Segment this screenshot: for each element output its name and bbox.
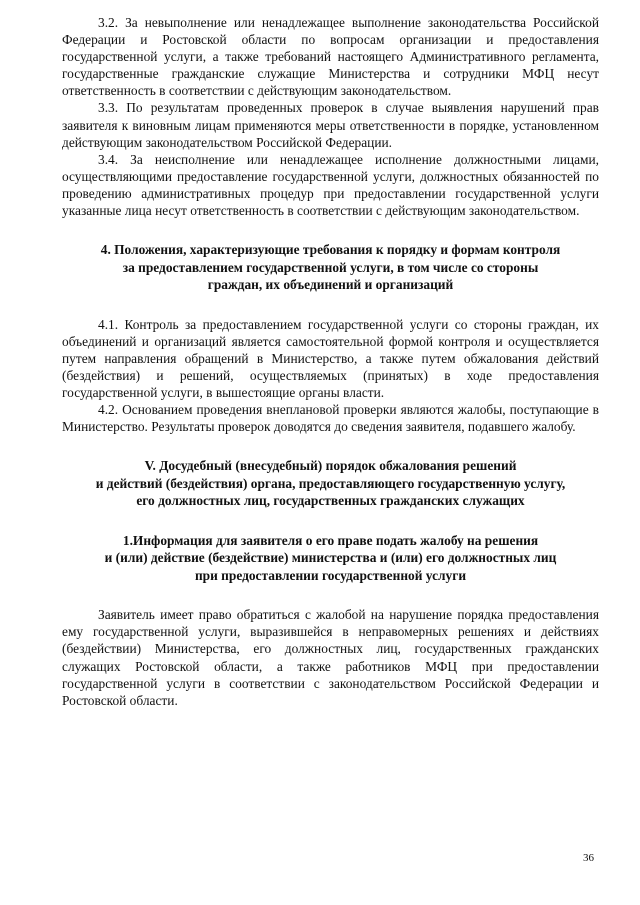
subsection-1-heading-line-2: и (или) действие (бездействие) министерства и (или) его должностных лиц — [104, 550, 557, 566]
paragraph-4-2: 4.2. Основанием проведения внеплановой проверки являются жалобы, поступающие в Министерство. Результаты проверок доводятся до сведения заявителя, подавшего жалобу. — [62, 402, 599, 435]
paragraph-3-2: 3.2. За невыполнение или ненадлежащее выполнение законодательства Российской Федерации и Ростовской области по вопросам организации и предоставления государственной услуги, а также требований настоящего Административного регламента, государственные гражданские служащие Министерства и сотрудники МФЦ несут ответственность в соответствии с действующим законодательством. — [62, 15, 599, 99]
subsection-1-heading-line-1: 1.Информация для заявителя о его праве подать жалобу на решения — [122, 532, 539, 548]
section-4-heading-line-1: 4. Положения, характеризующие требования к порядку и формам контроля — [100, 242, 561, 258]
paragraph-complaint-right: Заявитель имеет право обратиться с жалобой на нарушение порядка предоставления ему государственной услуги, выразившейся в неправомерных решениях и действиях (бездействии) Министерства, его должностных лиц, государственных гражданских служащих Ростовской области, а также работников МФЦ при предоставлении государственной услуги в соответствии с законодательством Российской Федерации и Ростовской области. — [62, 607, 599, 708]
section-5-heading-line-1: V. Досудебный (внесудебный) порядок обжалования решений — [144, 458, 517, 474]
paragraph-3-3: 3.3. По результатам проведенных проверок в случае выявления нарушений прав заявителя к виновным лицам применяются меры ответственности в порядке, установленном действующим законодательством Российской Федерации. — [62, 100, 599, 150]
section-4-heading — [62, 241, 599, 294]
section-5-heading-line-3: его должностных лиц, государственных гражданских служащих — [136, 493, 525, 509]
section-4-heading-line-2: за предоставлением государственной услуги, в том числе со стороны — [122, 259, 539, 275]
section-5-heading — [62, 457, 599, 510]
subsection-1-heading-line-3: при предоставлении государственной услуги — [194, 567, 467, 583]
subsection-1-heading — [62, 532, 599, 585]
section-4-heading-line-3: граждан, их объединений и организаций — [207, 277, 454, 293]
document-page — [62, 14, 599, 709]
paragraph-4-1: 4.1. Контроль за предоставлением государственной услуги со стороны граждан, их объединений и организаций является самостоятельной формой контроля и осуществляется путем направления обращений в Министерство, а также путем обжалования действий (бездействия) и решений, осуществляемых (принятых) в ходе предоставления государственной услуги, в вышестоящие органы власти. — [62, 316, 599, 400]
page-number: 36 — [583, 852, 594, 864]
section-5-heading-line-2: и действий (бездействия) органа, предоставляющего государственную услугу, — [95, 475, 566, 491]
paragraph-3-4: 3.4. За неисполнение или ненадлежащее исполнение должностными лицами, осуществляющими предоставление государственной услуги, должностных обязанностей по проведению административных процедур при предоставлении государственной услуги указанные лица несут ответственность в соответствии с действующим законодательством. — [62, 151, 599, 219]
